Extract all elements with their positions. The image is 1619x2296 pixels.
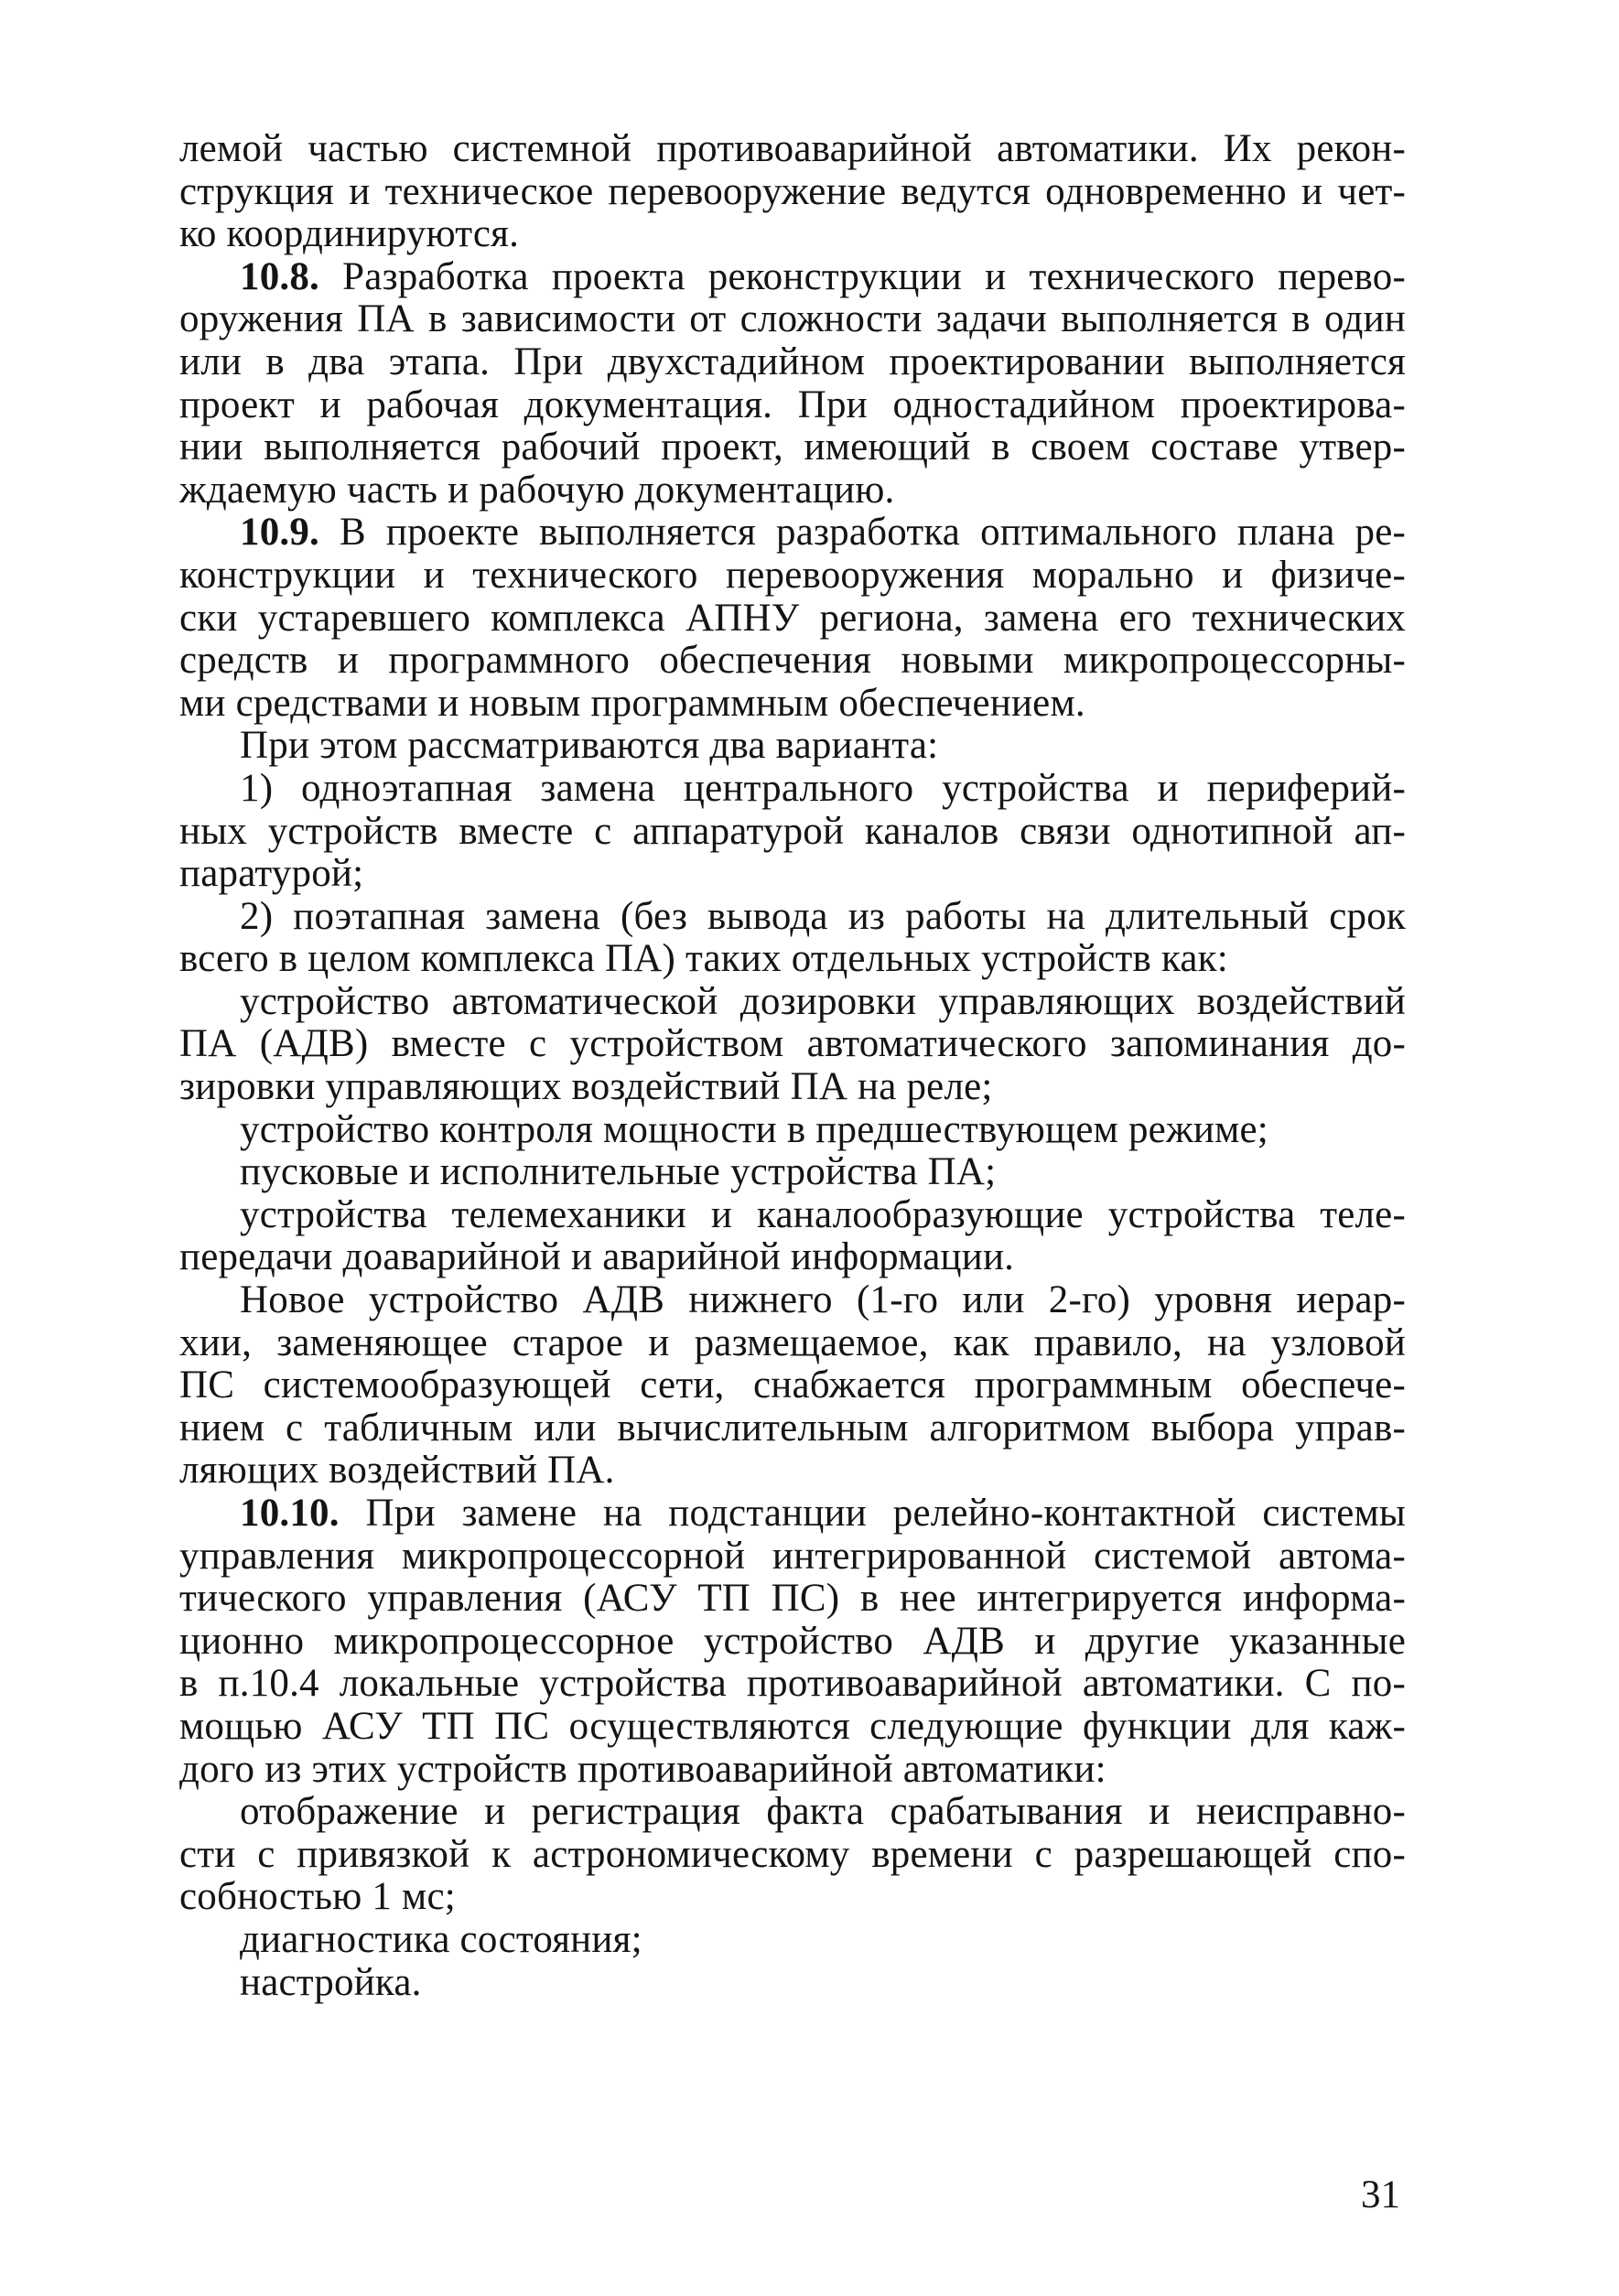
- text-line: ко координируются.: [179, 213, 520, 256]
- text-line: конструкции и технического перевооружения морально и физиче-: [179, 554, 1406, 597]
- list-item-variant-1: [179, 768, 1406, 896]
- text-line: проект и рабочая документация. При одностадийном проектирова-: [179, 383, 1406, 426]
- text-line-content: При замене на подстанции релейно-контактной системы: [339, 1493, 1406, 1535]
- text-line: оружения ПА в зависимости от сложности задачи выполняется в один: [179, 298, 1406, 341]
- text-line: настройка.: [240, 1961, 422, 2004]
- text-line: ционно микропроцессорное устройство АДВ и другие указанные: [179, 1620, 1406, 1663]
- text-line: дого из этих устройств противоаварийной автоматики:: [179, 1748, 1106, 1791]
- page-number: 31: [1361, 2173, 1400, 2216]
- text-line-content: Разработка проекта реконструкции и технического перево-: [319, 255, 1406, 298]
- text-line: диагностика состояния;: [240, 1918, 642, 1961]
- text-line: [179, 512, 1406, 555]
- text-line: зировки управляющих воздействий ПА на реле;: [179, 1066, 993, 1109]
- text-line: или в два этапа. При двухстадийном проектировании выполняется: [179, 340, 1406, 383]
- section-paragraph-10-8: [179, 256, 1406, 512]
- paragraph: [179, 128, 1406, 256]
- text-line: ПС системообразующей сети, снабжается программным обеспече-: [179, 1364, 1406, 1407]
- paragraph: [179, 1279, 1406, 1493]
- text-line: ми средствами и новым программным обеспечением.: [179, 682, 1085, 725]
- text-line: струкция и техническое перевооружение ведутся одновременно и чет-: [179, 170, 1406, 213]
- text-line: ПА (АДВ) вместе с устройством автоматического запоминания до-: [179, 1023, 1406, 1066]
- text-line: лемой частью системной противоаварийной автоматики. Их рекон-: [179, 128, 1406, 170]
- text-line: в п.10.4 локальные устройства противоаварийной автоматики. С по-: [179, 1663, 1406, 1706]
- text-line: устройство контроля мощности в предшествующем режиме;: [240, 1108, 1268, 1151]
- section-number: 10.9.: [240, 512, 319, 555]
- list-item: [179, 1109, 1406, 1152]
- text-line: нии выполняется рабочий проект, имеющий в своем составе утвер-: [179, 426, 1406, 469]
- text-line: ски устаревшего комплекса АПНУ региона, замена его технических: [179, 597, 1406, 640]
- text-line: [179, 1493, 1406, 1536]
- text-line: При этом рассматриваются два варианта:: [240, 725, 939, 768]
- document-body: [179, 128, 1406, 2004]
- text-line: всего в целом комплекса ПА) таких отдельных устройств как:: [179, 938, 1228, 981]
- text-line: управления микропроцессорной интегрированной системой автома-: [179, 1535, 1406, 1578]
- text-line: устройства телемеханики и каналообразующие устройства теле-: [240, 1193, 1406, 1236]
- text-line: средств и программного обеспечения новыми микропроцессорны-: [179, 640, 1406, 683]
- paragraph: [179, 725, 1406, 768]
- text-line: Новое устройство АДВ нижнего (1-го или 2-го) уровня иерар-: [240, 1279, 1406, 1322]
- list-item: [179, 1194, 1406, 1279]
- list-item: [179, 1919, 1406, 1962]
- list-item: [179, 1791, 1406, 1919]
- text-line: передачи доаварийной и аварийной информации.: [179, 1236, 1015, 1279]
- section-paragraph-10-10: [179, 1493, 1406, 1791]
- text-line: собностью 1 мс;: [179, 1876, 456, 1919]
- text-line: отображение и регистрация факта срабатывания и неисправно-: [240, 1791, 1406, 1834]
- text-line: пусковые и исполнительные устройства ПА;: [240, 1151, 997, 1194]
- section-number: 10.10.: [240, 1493, 340, 1535]
- list-item: [179, 981, 1406, 1109]
- text-line: 2) поэтапная замена (без вывода из работы на длительный срок: [240, 895, 1406, 938]
- text-line: мощью АСУ ТП ПС осуществляются следующие функции для каж-: [179, 1705, 1406, 1748]
- text-line: паратурой;: [179, 853, 364, 896]
- text-line: [179, 256, 1406, 299]
- section-number: 10.8.: [240, 255, 319, 298]
- list-item: [179, 1962, 1406, 2005]
- text-line: тического управления (АСУ ТП ПС) в нее интегрируется информа-: [179, 1578, 1406, 1621]
- text-line: хии, заменяющее старое и размещаемое, как правило, на узловой: [179, 1321, 1406, 1364]
- section-paragraph-10-9: [179, 512, 1406, 725]
- text-line: сти с привязкой к астрономическому времени с разрешающей спо-: [179, 1833, 1406, 1876]
- list-item-variant-2: [179, 896, 1406, 981]
- text-line: ждаемую часть и рабочую документацию.: [179, 469, 895, 512]
- list-item: [179, 1151, 1406, 1194]
- text-line: 1) одноэтапная замена центрального устройства и периферий-: [240, 767, 1406, 810]
- text-line: ных устройств вместе с аппаратурой каналов связи однотипной ап-: [179, 810, 1406, 853]
- text-line: устройство автоматической дозировки управляющих воздействий: [240, 980, 1406, 1023]
- text-line-content: В проекте выполняется разработка оптимального плана ре-: [319, 512, 1406, 555]
- text-line: нием с табличным или вычислительным алгоритмом выбора управ-: [179, 1407, 1406, 1450]
- text-line: ляющих воздействий ПА.: [179, 1450, 615, 1493]
